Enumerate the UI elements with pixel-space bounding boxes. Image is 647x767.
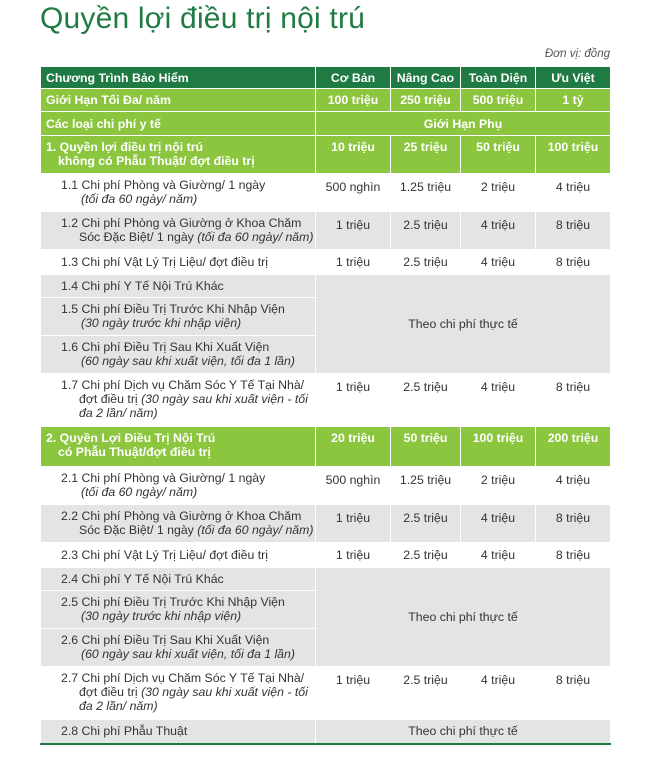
item-note: đa 2 lần/ năm): [79, 406, 158, 420]
item-value: 2.5 triệu: [391, 667, 461, 720]
annual-limit-label: Giới Hạn Tối Đa/ năm: [41, 89, 316, 112]
actual-cost-cell: Theo chi phí thực tế: [316, 568, 611, 667]
item-label: 1.7 Chi phí Dịch vụ Chăm Sóc Y Tế Tại Nhà/: [61, 378, 305, 392]
item-2-1: [41, 467, 316, 505]
annual-limit-value: 1 tỷ: [536, 89, 611, 112]
item-value: 1 triệu: [316, 374, 391, 427]
item-label: 1.6 Chi phí Điều Trị Sau Khi Xuất Viện: [61, 340, 270, 354]
section-2-limit: 100 triệu: [461, 427, 536, 467]
table-row: [41, 212, 611, 250]
item-label: 1.1 Chi phí Phòng và Giường/ 1 ngày: [61, 178, 266, 192]
item-value: 4 triệu: [461, 212, 536, 250]
benefits-table: [40, 66, 611, 745]
item-value: 4 triệu: [461, 505, 536, 543]
section-2-limit: 200 triệu: [536, 427, 611, 467]
item-value: 4 triệu: [536, 467, 611, 505]
item-value: 2 triệu: [461, 174, 536, 212]
item-value: 1 triệu: [316, 505, 391, 543]
unit-note: Đơn vị: đồng: [544, 48, 610, 60]
item-note: (30 ngày trước khi nhập viện): [81, 316, 242, 330]
item-label: 2.2 Chi phí Phòng và Giường ở Khoa Chăm: [61, 509, 302, 523]
item-value: 2.5 triệu: [391, 374, 461, 427]
item-1-2: [41, 212, 316, 250]
item-value: 2.5 triệu: [391, 543, 461, 568]
table-row: [41, 568, 611, 591]
item-value: 1 triệu: [316, 212, 391, 250]
item-value: 4 triệu: [461, 250, 536, 275]
section-2-row: [41, 427, 611, 467]
item-2-2: [41, 505, 316, 543]
annual-limit-row: [41, 89, 611, 112]
item-label: 2.8 Chi phí Phẫu Thuật: [61, 724, 188, 739]
item-label-continued: [61, 230, 314, 244]
sublimit-label: Giới Hạn Phụ: [316, 112, 611, 136]
item-label-part: Sóc Đặc Biệt/ 1 ngày: [79, 230, 194, 244]
program-header: Chương Trình Bảo Hiểm: [41, 67, 316, 89]
item-value: 1 triệu: [316, 667, 391, 720]
item-label-part: Sóc Đặc Biệt/ 1 ngày: [79, 523, 194, 537]
item-label: 2.7 Chi phí Dịch vụ Chăm Sóc Y Tế Tại Nhà/: [61, 671, 305, 685]
item-value: 1 triệu: [316, 543, 391, 568]
item-2-4: [41, 568, 316, 591]
item-label: 1.5 Chi phí Điều Trị Trước Khi Nhập Viện: [61, 302, 285, 316]
item-label: 1.4 Chi phí Y Tế Nội Trú Khác: [61, 279, 224, 293]
item-label-part: đợt điều trị: [79, 392, 138, 406]
annual-limit-value: 500 triệu: [461, 89, 536, 112]
item-value: 2 triệu: [461, 467, 536, 505]
item-label: 2.5 Chi phí Điều Trị Trước Khi Nhập Viện: [61, 595, 285, 609]
item-note: (30 ngày trước khi nhập viện): [81, 609, 242, 623]
item-value: 500 nghìn: [316, 174, 391, 212]
table-row: [41, 505, 611, 543]
item-2-5: [41, 591, 316, 629]
item-label: 1.3 Chi phí Vật Lý Trị Liệu/ đợt điều trị: [61, 255, 268, 269]
plan-header-basic: Cơ Bản: [316, 67, 391, 89]
item-label-continued: [61, 685, 310, 699]
item-1-4: [41, 275, 316, 298]
item-value: 2.5 triệu: [391, 212, 461, 250]
item-label-continued: [61, 699, 310, 713]
item-label: 2.1 Chi phí Phòng và Giường/ 1 ngày: [61, 471, 266, 485]
section-1-limit: 50 triệu: [461, 136, 536, 174]
item-1-6: [41, 336, 316, 374]
item-value: 500 nghìn: [316, 467, 391, 505]
item-2-3: [41, 543, 316, 568]
cost-types-label: Các loại chi phí y tế: [41, 112, 316, 136]
section-1-title: [41, 136, 316, 174]
item-label: 2.4 Chi phí Y Tế Nội Trú Khác: [61, 572, 224, 586]
section-2-title-line1: 2. Quyền Lợi Điều Trị Nội Trú: [46, 431, 216, 445]
item-label: 2.3 Chi phí Vật Lý Trị Liệu/ đợt điều trị: [61, 548, 268, 562]
item-label-continued: [61, 406, 310, 420]
item-2-7: [41, 667, 316, 720]
item-1-5: [41, 298, 316, 336]
item-note: (30 ngày sau khi xuất viện - tối: [141, 685, 308, 699]
surgery-cost-cell: Theo chi phí thực tế: [316, 720, 611, 744]
item-value: 8 triệu: [536, 250, 611, 275]
page-title: Quyền lợi điều trị nội trú: [40, 2, 366, 35]
section-1-limit: 10 triệu: [316, 136, 391, 174]
item-value: 8 triệu: [536, 667, 611, 720]
section-2-title-line2: có Phẫu Thuật/đợt điều trị: [58, 445, 211, 459]
cost-types-row: [41, 112, 611, 136]
item-2-8: [41, 720, 316, 744]
plan-header-comprehensive: Toàn Diện: [461, 67, 536, 89]
item-label-part: đợt điều trị: [79, 685, 138, 699]
item-note: (tối đa 60 ngày/ năm): [197, 523, 314, 537]
item-label-continued: [61, 523, 314, 537]
item-label: 2.6 Chi phí Điều Trị Sau Khi Xuất Viện: [61, 633, 270, 647]
section-1-limit: 100 triệu: [536, 136, 611, 174]
item-value: 8 triệu: [536, 505, 611, 543]
item-value: 4 triệu: [461, 374, 536, 427]
section-1-limit: 25 triệu: [391, 136, 461, 174]
item-note: (60 ngày sau khi xuất viện, tối đa 1 lần): [81, 354, 295, 368]
item-value: 2.5 triệu: [391, 250, 461, 275]
item-value: 2.5 triệu: [391, 505, 461, 543]
table-row: [41, 250, 611, 275]
item-1-7: [41, 374, 316, 427]
plan-header-advanced: Nâng Cao: [391, 67, 461, 89]
item-value: 1 triệu: [316, 250, 391, 275]
item-note: (tối đa 60 ngày/ năm): [81, 485, 198, 499]
table-header-row: [41, 67, 611, 89]
item-1-3: [41, 250, 316, 275]
item-note: đa 2 lần/ năm): [79, 699, 158, 713]
table-row: [41, 543, 611, 568]
item-note: (30 ngày sau khi xuất viện - tối: [141, 392, 308, 406]
section-1-title-line2: không có Phẫu Thuật/ đợt điều trị: [58, 154, 255, 168]
item-value: 8 triệu: [536, 374, 611, 427]
table-row: [41, 720, 611, 744]
item-value: 8 triệu: [536, 543, 611, 568]
annual-limit-value: 100 triệu: [316, 89, 391, 112]
item-value: 4 triệu: [461, 667, 536, 720]
item-label: 1.2 Chi phí Phòng và Giường ở Khoa Chăm: [61, 216, 302, 230]
item-value: 1.25 triệu: [391, 174, 461, 212]
plan-header-premium: Ưu Việt: [536, 67, 611, 89]
item-value: 1.25 triệu: [391, 467, 461, 505]
section-1-row: [41, 136, 611, 174]
section-2-limit: 50 triệu: [391, 427, 461, 467]
table-row: [41, 275, 611, 298]
item-label-continued: [61, 392, 310, 406]
section-1-title-line1: 1. Quyền lợi điều trị nội trú: [46, 140, 204, 154]
item-1-1: [41, 174, 316, 212]
item-value: 4 triệu: [461, 543, 536, 568]
table-row: [41, 174, 611, 212]
item-value: 8 triệu: [536, 212, 611, 250]
annual-limit-value: 250 triệu: [391, 89, 461, 112]
item-value: 4 triệu: [536, 174, 611, 212]
table-row: [41, 374, 611, 427]
item-2-6: [41, 629, 316, 667]
item-note: (tối đa 60 ngày/ năm): [81, 192, 198, 206]
item-note: (tối đa 60 ngày/ năm): [197, 230, 314, 244]
actual-cost-cell: Theo chi phí thực tế: [316, 275, 611, 374]
table-row: [41, 467, 611, 505]
section-2-limit: 20 triệu: [316, 427, 391, 467]
section-2-title: [41, 427, 316, 467]
item-note: (60 ngày sau khi xuất viện, tối đa 1 lần): [81, 647, 295, 661]
table-row: [41, 667, 611, 720]
